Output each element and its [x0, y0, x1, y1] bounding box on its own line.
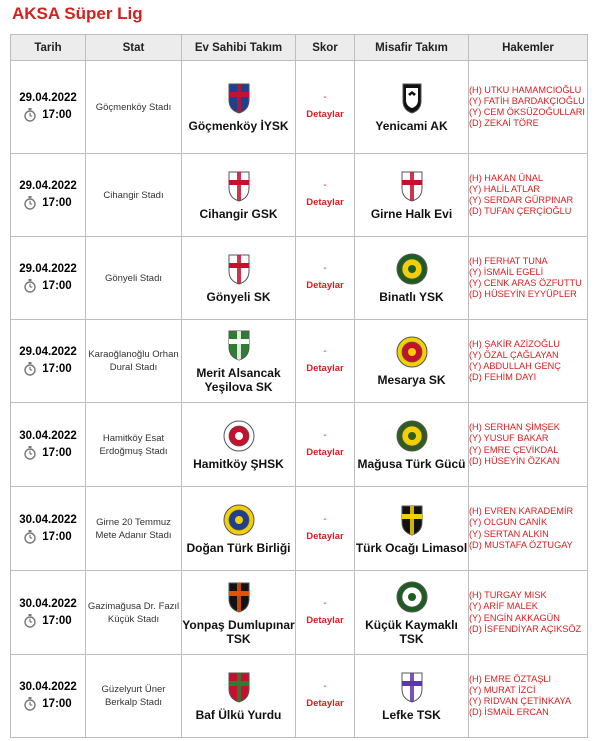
match-details-link[interactable]: Detaylar — [306, 280, 344, 291]
match-time: 17:00 — [42, 109, 72, 121]
match-time: 17:00 — [42, 363, 72, 375]
home-team-cell[interactable] — [182, 237, 296, 320]
home-team-cell[interactable] — [182, 487, 296, 571]
score-placeholder: - — [323, 92, 327, 103]
match-date: 29.04.2022 — [19, 346, 77, 358]
match-time: 17:00 — [42, 698, 72, 710]
away-team-cell[interactable] — [355, 237, 469, 320]
score-placeholder: - — [323, 513, 327, 525]
referee-entry: (Y) ABDULLAH GENÇ — [469, 361, 561, 371]
home-team-name[interactable]: Merit Alsancak Yeşilova SK — [196, 366, 281, 394]
referee-entry: (Y) CEM ÖKSÜZOĞULLARI — [469, 107, 585, 117]
home-team-crest-icon — [222, 670, 256, 704]
match-details-link[interactable]: Detaylar — [306, 614, 344, 626]
table-row — [11, 571, 588, 655]
match-time: 17:00 — [42, 280, 72, 292]
referee-entry: (D) İSMAİL ERCAN — [469, 707, 549, 718]
referee-entry: (H) EMRE ÖZTAŞLI — [469, 673, 552, 684]
date-cell — [11, 237, 86, 320]
referee-entry: (D) ZEKAİ TÖRE — [469, 118, 539, 129]
home-team-cell[interactable] — [182, 320, 296, 403]
stadium-name: Gazimağusa Dr. Fazıl Küçük Stadı — [86, 571, 182, 655]
home-team-name[interactable]: Gönyeli SK — [206, 290, 271, 304]
column-header-home-team: Ev Sahibi Takım — [182, 35, 296, 61]
referee-entry: (Y) FATİH BARDAKÇIOĞLU — [469, 95, 585, 106]
score-placeholder: - — [323, 346, 327, 357]
away-team-crest-icon — [395, 169, 429, 203]
home-team-cell[interactable] — [182, 571, 296, 655]
referees-cell — [469, 154, 588, 237]
referee-entry: (Y) ÖZAL ÇAĞLAYAN — [469, 349, 559, 360]
referee-entry: (Y) İSMAİL EGELİ — [469, 266, 544, 277]
referee-entry: (D) FEHİM DAYI — [469, 372, 537, 383]
date-cell — [11, 154, 86, 237]
stopwatch-icon — [24, 362, 36, 376]
referee-entry: (Y) ARİF MALEK — [469, 601, 538, 612]
match-details-link[interactable]: Detaylar — [306, 530, 344, 542]
away-team-cell[interactable] — [355, 655, 469, 738]
stadium-name: Güzelyurt Üner Berkalp Stadı — [86, 655, 182, 738]
referee-entry: (D) HÜSEYİN ÖZKAN — [469, 455, 560, 466]
referees-cell — [469, 487, 588, 571]
home-team-crest-icon — [222, 81, 256, 115]
match-date: 30.04.2022 — [19, 681, 77, 693]
away-team-crest-icon — [395, 503, 429, 537]
match-time: 17:00 — [42, 446, 72, 459]
score-cell — [296, 655, 355, 738]
score-placeholder: - — [323, 597, 327, 609]
referee-entry: (Y) OLGUN CANİK — [469, 517, 548, 528]
away-team-name[interactable]: Girne Halk Evi — [370, 207, 453, 221]
score-placeholder: - — [323, 681, 327, 692]
away-team-name[interactable]: Türk Ocağı Limasol — [355, 540, 468, 555]
referees-cell — [469, 403, 588, 487]
referee-entry: (H) ŞAKİR AZİZOĞLU — [469, 338, 560, 349]
stadium-name: Göçmenköy Stadı — [86, 61, 182, 154]
referee-entry: (Y) EMRE ÇEVİKDAL — [469, 444, 559, 455]
referee-entry: (Y) CENK ARAS ÖZFUTTU — [469, 278, 582, 288]
home-team-crest-icon — [222, 419, 256, 453]
stadium-name: Girne 20 Temmuz Mete Adanır Stadı — [86, 487, 182, 571]
table-row — [11, 154, 588, 237]
away-team-cell[interactable] — [355, 571, 469, 655]
referee-entry: (D) İSFENDİYAR AÇIKSÖZ — [469, 623, 582, 634]
table-row — [11, 320, 588, 403]
referees-cell — [469, 320, 588, 403]
stadium-name: Hamitköy Esat Erdoğmuş Stadı — [86, 403, 182, 487]
match-date: 30.04.2022 — [19, 597, 77, 610]
home-team-name[interactable]: Göçmenköy İYSK — [188, 119, 289, 133]
stopwatch-icon — [24, 530, 36, 544]
match-time: 17:00 — [42, 197, 72, 209]
column-header-away-team: Misafir Takım — [355, 35, 469, 61]
away-team-crest-icon — [395, 81, 429, 115]
away-team-name[interactable]: Binatlı YSK — [379, 290, 444, 304]
score-cell — [296, 61, 355, 154]
column-header-stadium: Stat — [86, 35, 182, 61]
match-date: 30.04.2022 — [19, 429, 77, 442]
referee-entry: (Y) SERDAR GÜRPINAR — [469, 195, 574, 205]
referee-entry: (Y) YUSUF BAKAR — [469, 433, 549, 444]
home-team-name[interactable]: Yonpaş Dumlupınar TSK — [182, 617, 295, 646]
stopwatch-icon — [24, 196, 36, 210]
date-cell — [11, 655, 86, 738]
away-team-cell[interactable] — [355, 403, 469, 487]
score-cell — [296, 403, 355, 487]
referee-entry: (D) HÜSEYİN EYYÜPLER — [469, 289, 577, 300]
referee-entry: (H) HAKAN ÜNAL — [469, 172, 544, 183]
home-team-cell[interactable] — [182, 655, 296, 738]
referees-cell — [469, 61, 588, 154]
referee-entry: (H) EVREN KARADEMİR — [469, 506, 574, 517]
stopwatch-icon — [24, 108, 36, 122]
stadium-name: Gönyeli Stadı — [86, 237, 182, 320]
home-team-crest-icon — [222, 580, 256, 614]
home-team-name[interactable]: Hamitköy ŞHSK — [193, 456, 284, 471]
referee-entry: (Y) SERTAN ALKIN — [469, 528, 549, 539]
table-header-row — [11, 35, 588, 61]
away-team-name[interactable]: Mesarya SK — [377, 373, 446, 387]
column-header-referees: Hakemler — [469, 35, 588, 61]
away-team-crest-icon — [395, 335, 429, 369]
stopwatch-icon — [24, 446, 36, 460]
home-team-name[interactable]: Doğan Türk Birliği — [186, 540, 291, 555]
score-placeholder: - — [323, 180, 327, 191]
referee-entry: (Y) RIDVAN ÇETİNKAYA — [469, 696, 572, 706]
away-team-cell[interactable] — [355, 154, 469, 237]
referee-entry: (H) UTKU HAMAMCIOĞLU — [469, 84, 582, 95]
match-date: 29.04.2022 — [19, 92, 77, 104]
away-team-crest-icon — [395, 252, 429, 286]
stadium-name: Karaoğlanoğlu Orhan Dural Stadı — [86, 320, 182, 403]
referee-entry: (Y) HALİL ATLAR — [469, 183, 540, 194]
match-details-link[interactable]: Detaylar — [306, 446, 344, 458]
referee-entry: (Y) ENGİN AKKAGÜN — [469, 612, 560, 623]
fixtures-table — [10, 34, 588, 738]
match-details-link[interactable]: Detaylar — [306, 109, 344, 120]
score-placeholder: - — [323, 429, 327, 441]
match-time: 17:00 — [42, 614, 72, 627]
referee-entry: (H) SERHAN ŞİMŞEK — [469, 422, 560, 433]
home-team-crest-icon — [222, 169, 256, 203]
score-cell — [296, 320, 355, 403]
away-team-cell[interactable] — [355, 61, 469, 154]
table-row — [11, 487, 588, 571]
away-team-name[interactable]: Yenicami AK — [375, 119, 448, 133]
referees-cell — [469, 571, 588, 655]
referees-cell — [469, 237, 588, 320]
date-cell — [11, 61, 86, 154]
score-cell — [296, 154, 355, 237]
score-cell — [296, 571, 355, 655]
home-team-crest-icon — [222, 503, 256, 537]
date-cell — [11, 571, 86, 655]
table-row — [11, 403, 588, 487]
away-team-crest-icon — [395, 580, 429, 614]
table-row — [11, 61, 588, 154]
page-title: AKSA Süper Lig — [12, 4, 143, 23]
home-team-cell[interactable] — [182, 403, 296, 487]
home-team-cell[interactable] — [182, 61, 296, 154]
date-cell — [11, 487, 86, 571]
match-date: 29.04.2022 — [19, 180, 77, 192]
referee-entry: (Y) MURAT İZCİ — [469, 684, 536, 695]
away-team-cell[interactable] — [355, 320, 469, 403]
score-cell — [296, 487, 355, 571]
match-details-link[interactable]: Detaylar — [306, 197, 344, 208]
match-time: 17:00 — [42, 530, 72, 543]
stopwatch-icon — [24, 614, 36, 628]
match-details-link[interactable]: Detaylar — [306, 363, 344, 374]
match-date: 29.04.2022 — [19, 263, 77, 275]
home-team-name[interactable]: Cihangir GSK — [199, 207, 278, 221]
table-row — [11, 237, 588, 320]
score-cell — [296, 237, 355, 320]
referee-entry: (D) TUFAN ÇERÇİOĞLU — [469, 206, 572, 217]
column-header-score: Skor — [296, 35, 355, 61]
away-team-name[interactable]: Lefke TSK — [382, 708, 441, 722]
date-cell — [11, 403, 86, 487]
stadium-name: Cihangir Stadı — [86, 154, 182, 237]
away-team-crest-icon — [395, 419, 429, 453]
score-placeholder: - — [323, 263, 327, 274]
home-team-cell[interactable] — [182, 154, 296, 237]
home-team-name[interactable]: Baf Ülkü Yurdu — [195, 708, 282, 722]
away-team-name[interactable]: Küçük Kaymaklı TSK — [365, 617, 458, 646]
away-team-cell[interactable] — [355, 487, 469, 571]
home-team-crest-icon — [222, 252, 256, 286]
referee-entry: (H) FERHAT TUNA — [469, 255, 548, 266]
away-team-name[interactable]: Mağusa Türk Gücü — [357, 456, 466, 471]
column-header-date: Tarih — [11, 35, 86, 61]
referee-entry: (D) MUSTAFA ÖZTUGAY — [469, 539, 573, 550]
away-team-crest-icon — [395, 670, 429, 704]
match-details-link[interactable]: Detaylar — [306, 698, 344, 709]
stopwatch-icon — [24, 279, 36, 293]
date-cell — [11, 320, 86, 403]
referees-cell — [469, 655, 588, 738]
referee-entry: (H) TURGAY MISK — [469, 590, 547, 601]
table-row — [11, 655, 588, 738]
match-date: 30.04.2022 — [19, 513, 77, 526]
stopwatch-icon — [24, 697, 36, 711]
home-team-crest-icon — [222, 328, 256, 362]
